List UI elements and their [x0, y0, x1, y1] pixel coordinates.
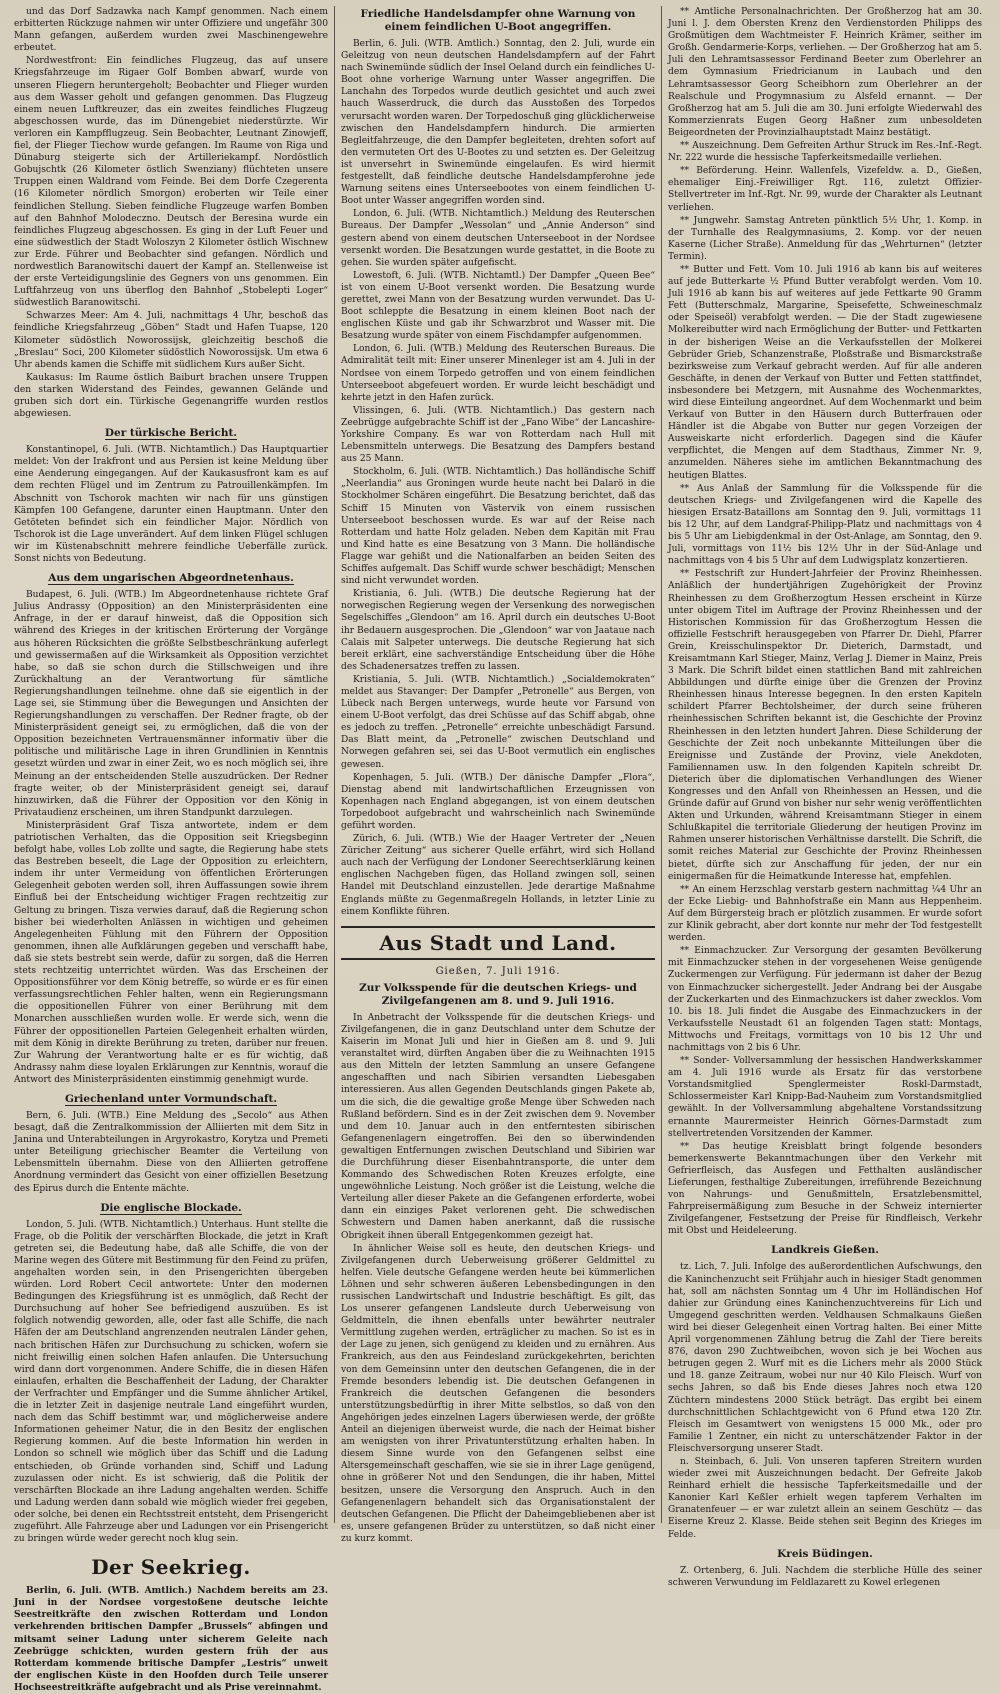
article-paragraph: ** Amtliche Personalnachrichten. Der Großherzog hat am 30. Juni l. J. dem Obersten Krenz den Verdienstorden Philipps des Großmütigen dem Wachtmeister F. Heinrich Krämer, seither im Großh. Gendarmerie-Korps, verliehen. — Der Großherzog hat am 5. Juli den Lehramtsassessor Ferdinand Beeter zum Oberlehrer an dem Gymnasium Friedricianum in Laubach und den Lehramtsassessor Georg Scheibhorn zum Oberlehrer an der Realschule und Progymnasium zu Alsfeld ernannt. — Der Großherzog hat am 5. Juli die am 30. Juni erfolgte Wiederwahl des Kommerzienrats Eugen Georg Haßner zum unbesoldeten Beigeordneten der Provinzialhauptstadt Mainz bestätigt. — [668, 7, 982, 138]
subheading-peoples-donation: Zur Volksspende für die deutschen Kriegs- und Zivilgefangenen am 8. und 9. Juli 1916. — [359, 981, 637, 1007]
article-paragraph: Zürich, 6. Juli. (WTB.) Wie der Haager Vertreter der „Neuen Züricher Zeitung“ aus sicherer Quelle erfährt, wird sich Holland auch nach der Verfügung der Londoner Seerechtserklärung keinen englischen Nachgeben fügen, das Holland zwingen soll, seinen Handel mit Deutschland einzustellen. Jede derartige Maßnahme Englands müßte zu Gegenmaßregeln Hollands, in letzter Linie zu einem Konflikte führen. — [341, 834, 655, 917]
column-layout — [8, 6, 992, 1693]
article-paragraph: Berlin, 6. Juli. (WTB. Amtlich.) Nachdem bereits am 23. Juni in der Nordsee vorgestoßene deutsche leichte Seestreitkräfte den zwischen Rotterdam und London verkehrenden britischen Dampfer „Brussels“ abfingen und mitsamt seiner Ladung unter sicherem Geleite nach Zeebrügge schickten, wurden gestern früh der aus Rotterdam kommende britische Dampfer „Lestris“ unweit der englischen Küste in den Hoofden durch Teile unserer Hochseestreitkräfte aufgebracht und als Prise vereinnahmt. — [14, 1585, 328, 1693]
article-paragraph: Berlin, 6. Juli. (WTB. Amtlich.) Sonntag, den 2. Juli, wurde ein Geleitzug von neun deutschen Handelsdampfern auf der Fahrt nach Swinemünde südlich der Insel Oeland durch ein feindliches U-Boot ohne vorherige Warnung unter Wasser angegriffen. Die Lanchahn des Torpedos wurde deutlich gesichtet und auch zwei hauch Wasserdruck, die durch das Ausstoßen des Torpedos verursacht worden waren. Der Torpedoschuß ging glücklicherweise zwischen den Handelsdampfern hindurch. Die armierten Begleitfahrzeuge, die den Dampfer begleiteten, drehten sofort auf den vermuteten Ort des U-Bootes zu und setzten es. Der Geleitzug ist unversehrt in Swinemünde eingelaufen. Es wird hiermit festgestellt, daß feindliche deutsche Handelsdampferohne jede Warnung seitens eines Unterseebootes von einem feindlichen U-Boot unter Wasser angegriffen worden sind. — [341, 39, 655, 207]
article-paragraph: In Anbetracht der Volksspende für die deutschen Kriegs- und Zivilgefangenen, die in ganz Deutschland unter dem Schutze der Kaiserin im Monat Juli und hier in Gießen am 8. und 9. Juli veranstaltet wird, dürften Angaben über die zu Weihnachten 1915 aus den Mitteln der letzten Sammlung an unsere Gefangene angeschafften und nach Sibirien versandten Liebesgaben interessieren. Aus allen Gegenden Deutschlands gingen Pakete ab, um die sich, die die gewaltige große Menge über Schweden nach Rußland befördern. Sind es in der Zeit zwischen dem 9. November und dem 10. Januar auch in den entferntesten sibirischen Gefangenenlagern eingetroffen. Bei den so überwindenden gewaltigen Entfernungen zwischen Deutschland und Sibirien war die Durchführung dieser Eisenbahntransporte, die unter dem Kommando des Schwedischen Roten Kreuzes erfolgte, eine ungewöhnliche Leistung. Noch größer ist die Leistung, welche die Verteilung aller dieser Pakete an die Gefangenen erforderte, wobei dann ein einziges Paket verlorenen geht. Die schwedischen Schwestern und Damen haben anerkannt, daß die russische Obrigkeit ihnen überall Entgegenkommen gezeigt hat. — [341, 1012, 655, 1241]
article-paragraph: Ministerpräsident Graf Tisza antwortete, indem er dem patriotischen Verhalten, das die Opposition seit Kriegsbeginn befolgt habe, volles Lob zollte und sagte, die Regierung habe stets das Bestreben beseelt, die Lage der Opposition zu erleichtern, indem ihr unter Vermeidung von öffentlichen Erörterungen Gelegenheit geboten werden soll, ihren Auffassungen sowie ihrem Einfluß bei der Entscheidung wichtiger Fragen rechtzeitig zur Geltung zu bringen. Tisza verwies darauf, daß die Regierung schon bisher bei wiederholten Anlässen in wichtigen und geheimen Angelegenheiten Fühlung mit den Führern der Opposition genommen, ihnen alle Aufklärungen gegeben und verschafft habe, daß sie stets bestrebt sein werde, dafür zu sorgen, daß die Herren stets rechtzeitig unterrichtet würden. Was das Erscheinen der Oppositionsführer vor dem König betreffe, so würde er es für einen verfassungsrechtlichen Fehler halten, wenn ein Regierungsmann die oppositionellen Führer von einer Berührung mit dem Monarchen ausschließen wurden wolle. Er werde sich, wenn die Führer der oppositionellen Parteien Gelegenheit erhalten würden, mit dem König in direkte Berührung zu treten, darüber nur freuen. Zur Wahrung der Verantwortung halte er es für wichtig, daß Andrassy nahm diese loyalen Erklärungen zur Kenntnis, worauf die Antwort des Ministerpräsidenten einstimmig genehmigt wurde. — [14, 820, 328, 1085]
article-paragraph: Nordwestfront: Ein feindliches Flugzeug, das auf unsere Kriegsfahrzeuge im Rigaer Golf Bomben abwarf, wurde von unseren Fliegern heruntergeholt; Beobachter und Flieger wurden aus dem Wasser geholt und gefangen genommen. Das Flugzeug einem neuen Luftkreuzer, das ein zweites feindliches Flugzeug abgeschossen wurde, das im Dünengebiet niederstürzte. Wir verloren ein Kampfflugzeug. Sein Beobachter, Leutnant Zinowjeff, fiel, der Flieger Tiechow wurde gefangen. Im Raume von Riga und Dünaburg steigerte sich der Artilleriekampf. Nordöstlich Gobujschtk (26 Kilometer östlich Swenziany) flüchteten unsere Truppen einen Waldrand vom Feinde. Bei dem Dorfe Czegerenta (16 Kilometer nördlich Smorgon) eroberten wir Teile einer feindlichen Stellung. Sieben feindliche Flugzeuge warfen Bomben auf den Bahnhof Molodeczno. Deutsch der Beresina wurde ein feindliches Flugzeug abgeschossen. Es ging in der Luft Feuer und eine südwestlich der Stadt Woloszyn 2 Kilometer östlich Wischnew zur Erde. Führer und Beobachter sind gefangen. Nördlich und nordwestlich Baranowitschi dauert der Kampf an. Stellenweise ist der erste Verteidigungslinie des Gegners von uns genommen. Ein Luftfahrzeug von uns überflog den Bahnhof „Stobelepti Loger“ südwestlich Baranowitschi. — [14, 56, 328, 309]
section-heading-hungarian-parliament: Aus dem ungarischen Abgeordnetenhaus. — [48, 572, 294, 585]
section-heading-merchant-steamers: Friedliche Handelsdampfer ohne Warnung von einem feindlichen U-Boot angegriffen. — [360, 8, 636, 33]
article-paragraph: ** Auszeichnung. Dem Gefreiten Arthur Struck im Res.-Inf.-Regt. Nr. 222 wurde die hessische Tapferkeitsmedaille verliehen. — [668, 141, 982, 164]
article-paragraph: Konstantinopel, 6. Juli. (WTB. Nichtamtlich.) Das Hauptquartier meldet: Von der Irakfront und aus Persien ist keine Meldung über eine Aenderung eingegangen. Auf der Kaukasusfront kam es auf dem rechten Flügel und im Zentrum zu Patrouillenkämpfen. Im Abschnitt von Tschorok machten wir nach für uns günstigen Kämpfen 100 Gefangene, darunter einen Hauptmann. Unter den Getöteten befindet sich ein feindlicher Major. Nördlich von Tschorok ist die Lage unverändert. Auf dem linken Flügel schlugen wir im Küstenabschnitt mehrere feindliche Ueberfälle zurück. Sonst nichts von Bedeutung. — [14, 445, 328, 565]
article-paragraph: ** Aus Anlaß der Sammlung für die Volksspende für die deutschen Kriegs- und Zivilgefangenen wird die Kapelle des hiesigen Ersatz-Bataillons am Sonntag den 9. Juli, vormittags 11 bis 12 Uhr, auf dem Landgraf-Philipp-Platz und nachmittags von 4 bis 5 Uhr am Liebigdenkmal in der Ost-Anlage, am Sonntag, den 9. Juli, vormittags von 11½ bis 12½ Uhr in der Süd-Anlage und nachmittags von 4 bis 5 Uhr auf dem Ludwigsplatz konzertieren. — [668, 483, 982, 567]
column-middle — [335, 6, 661, 1544]
article-paragraph: In ähnlicher Weise soll es heute, den deutschen Kriegs- und Zivilgefangenen durch Ueberweisung größerer Geldmittel zu helfen. Viele deutsche Gefangene werden heute bei kümmerlichen Löhnen und sehr schweren äußeren Lebensbedingungen in den russischen Landwirtschaft und Industrie beschäftigt. Es gilt, das Los unserer gefangenen Landsleute durch Ueberweisung von Geldmitteln, die ihnen ebenfalls unter bewährter neutraler Vermittlung zugehen werden, erträglicher zu machen. So ist es in der Lage zu jenen, sich genügend zu kleiden und zu ernähren. Aus Frankreich, aus den aus Feindesland zurückgekehrten, berichten von dem Gemeinsinn unter den deutschen Gefangenen, die in der Fremde besonders lebendig ist. Die deutschen Gefangenen in Frankreich die deutschen Gefangenen die besonders unterstützungsbedürftig in ihrer Mitte selbstlos, so daß von den Angehörigen jedes einzelnen Lagers überwiesen werde, der größte Anteil an diejenigen überweist wurde, die nach der Heimat bisher am wenigsten von ihrer Privatunterstützung erhalten haben. In diesem Sinne wurde von den Gefangenen selbst eine Altersgemeinschaft geschaffen, wie sie sie in ihrer Lage genügend, ohne in größerer Not und den Sendungen, die ihr haben, Mittel besitzen, unsere die Versorgung den Anspruch. Auch in den Gefangenenlagern behandelt sich das Organisationstalent der deutschen Gefangenen. Die Pflicht der Daheimgebliebenen aber ist es, unsere gefangenen Brüder zu unterstützen, so daß nicht einer zu kurz kommt. — [341, 1243, 655, 1544]
article-paragraph: ** Einmachzucker. Zur Versorgung der gesamten Bevölkerung mit Einmachzucker stehen in der vorgesehenen Weise genügende Zuckermengen zur Verfügung. Für jedermann ist daher der Bezug von Einmachzucker sichergestellt. Jeder Andrang bei der Ausgabe der Zuckerkarten und des Einmachzuckers ist daher zwecklos. Vom 10. bis 18. Juli findet die Ausgabe des Einmachzuckers in der Verkaufsstelle Neustadt 61 an folgenden Tagen statt: Montags, Mittwochs und Freitags, vormittags von 10 bis 12 Uhr und nachmittags von 2 bis 6 Uhr. — [668, 946, 982, 1053]
article-paragraph: ** Butter und Fett. Vom 10. Juli 1916 ab kann bis auf weiteres auf jede Butterkarte ½ Pfund Butter verabfolgt werden. Vom 10. Juli 1916 ab kann bis auf weiteres auf jede Fettkarte 90 Gramm Fett (Butterschmalz, Margarine, Speisefette, Schweineschmalz oder Speiseöl) verabfolgt werden. — Die der Stadt zugewiesene Molkereibutter wird nach Ermöglichung der Butter- und Fettkarten in der bisherigen Weise an die Verkaufsstellen der Molkerei Gebrüder Grieb, Schanzenstraße, Ploßstraße und Bismarckstraße bezirksweise zum Verkauf gebracht werden. Auf für alle anderen Geschäfte, in denen der Verkauf von Butter und Fetten stattfindet, insbesondere bei Metzgern, mit Ausnahme des Wochenmarktes, wird diese Einteilung angeordnet. Auf dem Wochenmarkt und beim Verkauf von Butter in den Häusern durch Butterfrauen oder Händler ist die Abgabe von Butter nur gegen Vorzeigen der Ausweiskarte nicht erforderlich. Dagegen sind die Käufer verpflichtet, die Mengen auf dem Stadthaus, Zimmer Nr. 9, anzumelden. Näheres siehe im amtlichen Bekanntmachung des heutigen Blattes. — [668, 264, 982, 481]
article-paragraph: Bern, 6. Juli. (WTB.) Eine Meldung des „Secolo“ aus Athen besagt, daß die Zentralkommission der Alliierten mit dem Sitz in Janina und Unterabteilungen in Argyrokastro, Korytza und Premeti unter Beteiligung griechischer Beamter die Verteilung von Lebensmitteln übernahm. Diese von den Alliierten getroffene Anordnung vermindert das Gesicht von einer offiziellen Besetzung des Epirus durch die Entente mächte. — [14, 1110, 328, 1194]
article-paragraph: Stockholm, 6. Juli. (WTB. Nichtamtlich.) Das holländische Schiff „Neerlandia“ aus Groningen wurde heute nacht bei Dalarö in die Stockholmer Schären eingeführt. Die Besatzung berichtet, daß das Schiff 15 Minuten von Västervik von einem russischen Unterseeboot beschossen wurde. Es war auf der Reise nach Rotterdam und hatte Holz geladen. Neben dem Kapitän mit Frau und Kind hatte es eine Besatzung von 3 Mann. Die holländische Flagge war gehißt und die Nationalfarben an beiden Seiten des Schiffes aufgemalt. Das Schiff wurde schwer beschädigt; Menschen sind nicht verwundet worden. — [341, 467, 655, 587]
article-paragraph: London, 6. Juli. (WTB.) Meldung des Reuterschen Bureaus. Die Admiralität teilt mit: Einer unserer Minenleger ist am 4. Juli in der Nordsee von einem Torpedo getroffen und von einem feindlichen Unterseeboot abgefeuert worden. Er wurde leicht beschädigt und kehrte jetzt in den Hafen zurück. — [341, 344, 655, 403]
article-paragraph: Kaukasus: Im Raume östlich Baiburt brachen unsere Truppen den starken Widerstand des Feindes, gewannen Gelände und gruben sich dort ein. Türkische Gegenangriffe wurden restlos abgewiesen. — [14, 372, 328, 420]
section-heading-turkish-report: Der türkische Bericht. — [104, 427, 238, 440]
article-paragraph: ** Das heutige Kreisblatt bringt folgende besonders bemerkenswerte Bekanntmachungen über den Verkehr mit Gefrierfleisch, das Ausfegen und Fetthalten ausländischer Lieferungen, festhaltige Zubereitungen, irreführende Bezeichnung von Nahrungs- und Genußmitteln, Ersatzlebensmittel, Fahrpreisermäßigung zum Besuche in der Schweiz internierter Zivilgefangener, Festsetzung der Preise für Rindfleisch, Verkehr mit Obst und Heideleerung. — [668, 1141, 982, 1237]
article-paragraph: Vlissingen, 6. Juli. (WTB. Nichtamtlich.) Das gestern nach Zeebrügge aufgebrachte Schiff ist der „Fano Wibe“ der Lancashire-Yorkshire Company. Es war von Rotterdam nach Hull mit Lebensmitteln unterwegs. Die Besatzung des Dampfers bestand aus 25 Mann. — [341, 405, 655, 465]
section-heading-kreis-budingen: Kreis Büdingen. — [777, 1547, 873, 1560]
article-paragraph: ** Beförderung. Heinr. Wallenfels, Vizefeldw. a. D., Gießen, ehemaliger Einj.-Freiwilliger Rgt. 116, zuletzt Offizier-Stellvertreter im Inf.-Rgt. Nr. 99, wurde der Charakter als Leutnant verliehen. — [668, 166, 982, 213]
section-heading-city-and-country: Aus Stadt und Land. — [341, 926, 655, 960]
article-paragraph: Kristiania, 6. Juli. (WTB.) Die deutsche Regierung hat der norwegischen Regierung wegen der Versenkung des norwegischen Segelschiffes „Glendoon“ am 16. April durch ein deutsches U-Boot ihr Bedauern ausgesprochen. Die „Glendoon“ war von Jaataue nach Calais mit Salpeter unterwegs. Die deutsche Regierung hat sich bereit erklärt, eine sachverständige Entscheidung über die Höhe des Schadenersatzes treffen zu lassen. — [341, 589, 655, 672]
article-paragraph: ** Sonder- Vollversammlung der hessischen Handwerkskammer am 4. Juli 1916 wurde als Ersatz für das verstorbene Vorstandsmitglied Spenglermeister Roskl-Darmstadt, Schlossermeister Karl Knipp-Bad-Nauheim zum Vorstandsmitglied gewählt. In der Vollversammlung abgehaltene Vorstandssitzung ernannte Maurermeister Heinrich Görnes-Darmstadt zum stellvertretenden Vorsitzenden der Kammer. — [668, 1056, 982, 1139]
article-paragraph: Schwarzes Meer: Am 4. Juli, nachmittags 4 Uhr, beschoß das feindliche Kriegsfahrzeug „Göben“ Stadt und Hafen Tuapse, 120 Kilometer südöstlich Noworossijsk, gleichzeitig beschoß die „Breslau“ Soci, 200 Kilometer südöstlich Noworossijsk. Um etwa 6 Uhr abends kamen die Schiffe mit südlichem Kurs außer Sicht. — [14, 311, 328, 370]
article-paragraph: ** An einem Herzschlag verstarb gestern nachmittag ¼4 Uhr an der Ecke Liebig- und Bahnhofstraße ein Mann aus Heppenheim. Auf dem Bürgersteig brach er plötzlich zusammen. Er wurde sofort zur Klinik gebracht, aber dort konnte nur mehr der Tod festgestellt werden. — [668, 884, 982, 944]
article-paragraph: Kopenhagen, 5. Juli. (WTB.) Der dänische Dampfer „Flora“, Dienstag abend mit landwirtschaftlichen Erzeugnissen von Kopenhagen nach England abgegangen, ist von einem deutschen Torpedoboot aufgebracht und wahrscheinlich nach Swinemünde geführt worden. — [341, 772, 655, 831]
article-paragraph: Kristiania, 5. Juli. (WTB. Nichtamtlich.) „Socialdemokraten“ meldet aus Stavanger: Der Dampfer „Petronelle“ aus Bergen, von Lübeck nach Bergen unterwegs, wurde heute vor Farsund von einem U-Boot verfolgt, das drei Schüsse auf das Schiff abgab, ohne es jedoch zu treffen. „Petronelle“ erreichte unbeschädigt Farsund. Das Blatt meint, da „Petronelle“ zwischen Deutschland und Norwegen gefahren sei, sei das U-Boot vermutlich ein englisches gewesen. — [341, 674, 655, 770]
article-paragraph: und das Dorf Sadzawka nach Kampf genommen. Nach einem erbitterten Rückzuge nahmen wir unter Offiziere und ungefähr 300 Mann gefangen, außerdem wurden zwei Maschinengewehre erbeutet. — [14, 7, 328, 54]
article-paragraph: tz. Lich, 7. Juli. Infolge des außerordentlichen Aufschwungs, den die Kaninchenzucht seit Frühjahr auch in hiesiger Stadt genommen hat, soll am nächsten Sonntag um 4 Uhr im Holländischen Hof dahier zur Gründung eines Kaninchenzuchtvereins für Lich und Umgegend geschritten werden. Veldhausen Schmalkauns Gießen wird bei dieser Gelegenheit einen Vortrag halten. Bei einer Mitte April vorgenommenen Zählung betrug die Zahl der Tiere bereits 876, davon 290 Zuchtweibchen, wovon sich je bei Wochen aus betrugen gegen 2. Wurf mit es die Lichers mehr als 2000 Stück und 18. ganze Zeitraum, wobei nur nur 40 Kilo Fleisch. Wurf von sechs Jahren, so daß bis Ende dieses Jahres noch etwa 120 Züchtern mindestens 2000 Stück beträgt. Das ergibt bei einem durchschnittlichen Schlachtgewicht von 6 Pfund etwa 120 Ztr. Fleisch im Gesamtwert von wenigstens 15 000 Mk., oder pro Familie 1 Zentner, ein nicht zu unterschätzender Faktor in der Fleischversorgung unserer Stadt. — [668, 1262, 982, 1454]
article-paragraph: London, 5. Juli. (WTB. Nichtamtlich.) Unterhaus. Hunt stellte die Frage, ob die Politik der verschärften Blockade, die jetzt in Kraft getreten sei, die Bedeutung habe, daß alle Schiffe, die von der Marine wegen des Gütere mit Bestimmung für den Feind zu prüfen, angehalten worden sein, in den Prisengerichten übergeben würden. Lord Robert Cecil antwortete: Unter den modernen Bedingungen des Kriegsführung ist es unmöglich, daß Recht der Durchsuchung auf hoher See befriedigend auszuüben. Es ist folglich notwendig geworden, alle, oder fast alle Schiffe, die nach Häfen der am Deutschland angrenzenden neutralen Länder gehen, nach britischen Häfen zur Durchsuchung zu schicken, wofern sie nicht freiwillig einen solchen Hafen anlaufen. Die Untersuchung wird dann dort vorgenommen. Andere Schiffe, die in diesen Häfen einlaufen, erhalten die Beschaffenheit der Ladung, der Charakter der Verfrachter und Empfänger und die Summe ähnlicher Artikel, die in letzter Zeit in dasjenige neutrale Land eingeführt wurden, nach dem das Schiff bestimmt war, und möglicherweise andere Informationen geheimer Natur, die in den Besitz der englischen Regierung kommen. Auf die beste Information hin werden in London so schnell wie möglich über das Schiff und die Ladung entschieden, ob Gründe vorhanden sind, Schiff und Ladung zuzulassen oder nicht. Es ist schwierig, daß die Politik der verschärften Blockade an ihre Ladung angehalten werden. Schiffe und Ladung werden dann sobald wie möglich wieder frei gegeben, oder solche, bei denen ein Rechtsstreit entsteht, dem Prisengericht zugeführt. Alle Fahrzeuge aber und Ladungen vor ein Prisengericht zu bringen würde weder gerecht noch klug sein. — [14, 1219, 328, 1545]
column-left — [8, 6, 334, 1693]
article-paragraph: London, 6. Juli. (WTB. Nichtamtlich.) Meldung des Reuterschen Bureaus. Der Dampfer „Wessolan“ und „Annie Anderson“ sind gestern abend von einem deutschen Unterseeboot in der Nordsee versenkt worden. Die Besatzungen wurde gestattet, in die Boote zu gehen. Sie wurden später aufgefischt. — [341, 209, 655, 268]
article-paragraph: Z. Ortenberg, 6. Juli. Nachdem die sterbliche Hülle des seiner schweren Verwundung im Feldlazarett zu Kowel erlegenen — [668, 1565, 982, 1588]
section-heading-naval-war: Der Seekrieg. — [91, 1555, 251, 1580]
article-paragraph: Budapest, 6. Juli. (WTB.) Im Abgeordnetenhause richtete Graf Julius Andrassy (Opposition) an den Ministerpräsidenten eine Anfrage, in der er darauf hinweist, daß die Opposition sich während des Krieges in der kritischen Erörterung der Vorgänge aus höheren Rücksichten die größte Selbstbeschränkung auferlegt und gewissermaßen auf die Wirksamkeit als Opposition verzichtet habe, so daß sie schon durch die Stillschweigen und ihre Zurückhaltung an der Verantwortung für sämtliche Regierungshandlungen teilnehme. ohne daß sie eigentlich in der Lage sei, sie Stimmung über die Bewegungen und Ansichten der Regierungshandlungen zu verschaffen. Der Redner fragte, ob der Ministerpräsident geneigt sei, zu ermöglichen, daß die von der Opposition bezeichneten Vertrauensmänner informativ über die politische und militärische Lage in ihren Grundlinien in Kenntnis gesetzt würden und zwar in einer Zeit, wo es noch möglich sei, ihre Meinung an der entscheidenden Stelle auszudrücken. Der Redner fragte weiter, ob der Ministerpräsident geneigt sei, darauf hinzuwirken, daß die Führer der Opposition vor den König in Privataudienz erscheinen, um ihren Standpunkt darzulegen. — [14, 590, 328, 818]
dateline: Gießen, 7. Juli 1916. — [435, 965, 561, 977]
article-paragraph: ** Jungwehr. Samstag Antreten pünktlich 5½ Uhr, 1. Komp. in der Turnhalle des Realgymnasiums, 2. Komp. vor der neuen Kaserne (Licher Straße). Anmeldung für das „Wehrturnen“ (letzter Termin). — [668, 215, 982, 262]
section-heading-english-blockade: Die englische Blockade. — [100, 1201, 242, 1214]
article-paragraph: ** Festschrift zur Hundert-Jahrfeier der Provinz Rheinhessen. Anläßlich der hundertjährigen Zugehörigkeit der Provinz Rheinhessen zu dem Großherzogtum Hessen erscheint in Kürze unter obigem Titel im Auftrage der Provinz Rheinhessen und der Historischen Kommission für das Großherzogtum Hessen die offizielle Festschrift herausgegeben von Pfarrer Dr. Diehl, Pfarrer Grein, Kreisschulinspektor Dr. Dieterich, Darmstadt, und Kreisamtmann Karl Stieger, Mainz, Verlag J. Diemer in Mainz, Preis 3 Mark. Die Schrift bildet einen stattlichen Band mit zahlreichen Abbildungen und dürfte einige über die Grenzen der Provinz Rheinhessen hinaus Interesse begegnen. In den ersten Kapiteln schildert Pfarrer Bechtolsheimer, der durch seine früheren rheinhessischen Schriften bekannt ist, die Geschichte der Provinz Rheinhessen in den letzten hundert Jahren. Diese Schilderung der Geschichte der Zeit noch unbekannte Mitteilungen über die Ereignisse und Zustände der Provinz, viele Anekdoten, Familiennamen usw. In den folgenden Kapiteln schreibt Dr. Dieterich über die diplomatischen Verhandlungen des Wiener Kongresses und den Anfall von Rheinhessen an Hessen, und die Gründe dafür auf Grund von bisher nur sehr wenig veröffentlichten Akten und Urkunden, während Kreisamtmann Stieger in einem Schlußkapitel die territoriale Gliederung der heutigen Provinz im Rahmen unserer historischen Verhältnisse darstellt. Die Schrift, die somit reiches Material zur Geschichte der Provinz Rheinhessen bietet, dürfte sich zur Anschaffung für jeden, der nur ein einigermaßen für die Heimatkunde Interesse hat, empfehlen. — [668, 569, 982, 882]
article-paragraph: n. Steinbach, 6. Juli. Von unseren tapferen Streitern wurden wieder zwei mit Auszeichnungen bedacht. Der Gefreite Jakob Reinhard erhielt die hessische Tapferkeitsmedaille und der Kanonier Karl Keßler erhielt wegen tapferem Verhalten im Granatenfeuer — er war zuletzt allein an seinem Geschütz — das Eiserne Kreuz 2. Klasse. Beide stehen seit Beginn des Krieges im Felde. — [668, 1456, 982, 1540]
column-right — [662, 6, 988, 1588]
section-heading-greece: Griechenland unter Vormundschaft. — [64, 1092, 278, 1105]
section-heading-landkreis-giessen: Landkreis Gießen. — [771, 1244, 879, 1257]
article-paragraph: Lowestoft, 6. Juli. (WTB. Nichtamtl.) Der Dampfer „Queen Bee“ ist von einem U-Boot versenkt worden. Die Besatzung wurde gerettet, zwei Mann von der Besatzung wurden verwundet. Das U-Boot schleppte die Besatzung in einem kleinen Boot nach der englischen Küste und gab ihr Schwarzbrot und Wasser mit. Die Besatzung wurde später von einem Fischdampfer aufgenommen. — [341, 270, 655, 342]
